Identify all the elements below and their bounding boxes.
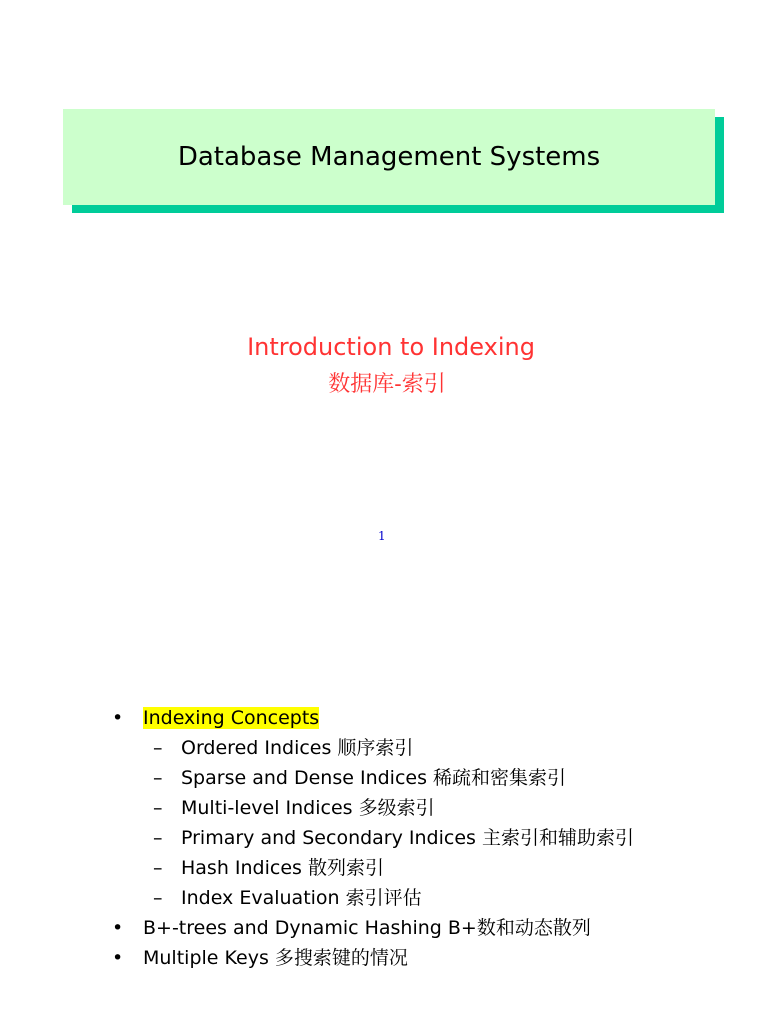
outline-subitem-label: Index Evaluation 索引评估 [181,887,422,909]
dash-icon: – [153,767,163,789]
outline-item-indexing-concepts [112,703,634,733]
outline-item-multiple-keys [112,943,634,973]
slide-subtitle-chinese: 数据库-索引 [328,372,446,397]
outline-subitem-multi-level [112,793,634,823]
dash-icon: – [153,857,163,879]
dash-icon: – [153,827,163,849]
outline-item-btrees-hashing [112,913,634,943]
bullet-icon: • [112,947,124,969]
bullet-icon: • [112,707,124,729]
slide-title: Database Management Systems [177,142,601,172]
outline-subitem-label: Multi-level Indices 多级索引 [181,797,435,819]
outline-subitem-ordered-indices [112,733,634,763]
outline-list [112,703,634,973]
outline-subitem-label: Hash Indices 散列索引 [181,857,384,879]
slide-subtitle: Introduction to Indexing [247,333,535,361]
dash-icon: – [153,887,163,909]
outline-subitem-label: Primary and Secondary Indices 主索引和辅助索引 [181,827,634,849]
bullet-icon: • [112,917,124,939]
outline-subitem-label: Sparse and Dense Indices 稀疏和密集索引 [181,767,567,789]
outline-item-label: Multiple Keys 多搜索键的情况 [143,947,408,969]
outline-subitem-label: Ordered Indices 顺序索引 [181,737,414,759]
outline-subitem-sparse-dense [112,763,634,793]
outline-subitem-evaluation [112,883,634,913]
title-box [63,109,715,205]
outline-item-label: Indexing Concepts [143,707,320,729]
dash-icon: – [153,737,163,759]
dash-icon: – [153,797,163,819]
outline-item-label: B+-trees and Dynamic Hashing B+数和动态散列 [143,917,591,939]
outline-subitem-hash [112,853,634,883]
outline-subitem-primary-secondary [112,823,634,853]
page-number: 1 [378,529,386,543]
